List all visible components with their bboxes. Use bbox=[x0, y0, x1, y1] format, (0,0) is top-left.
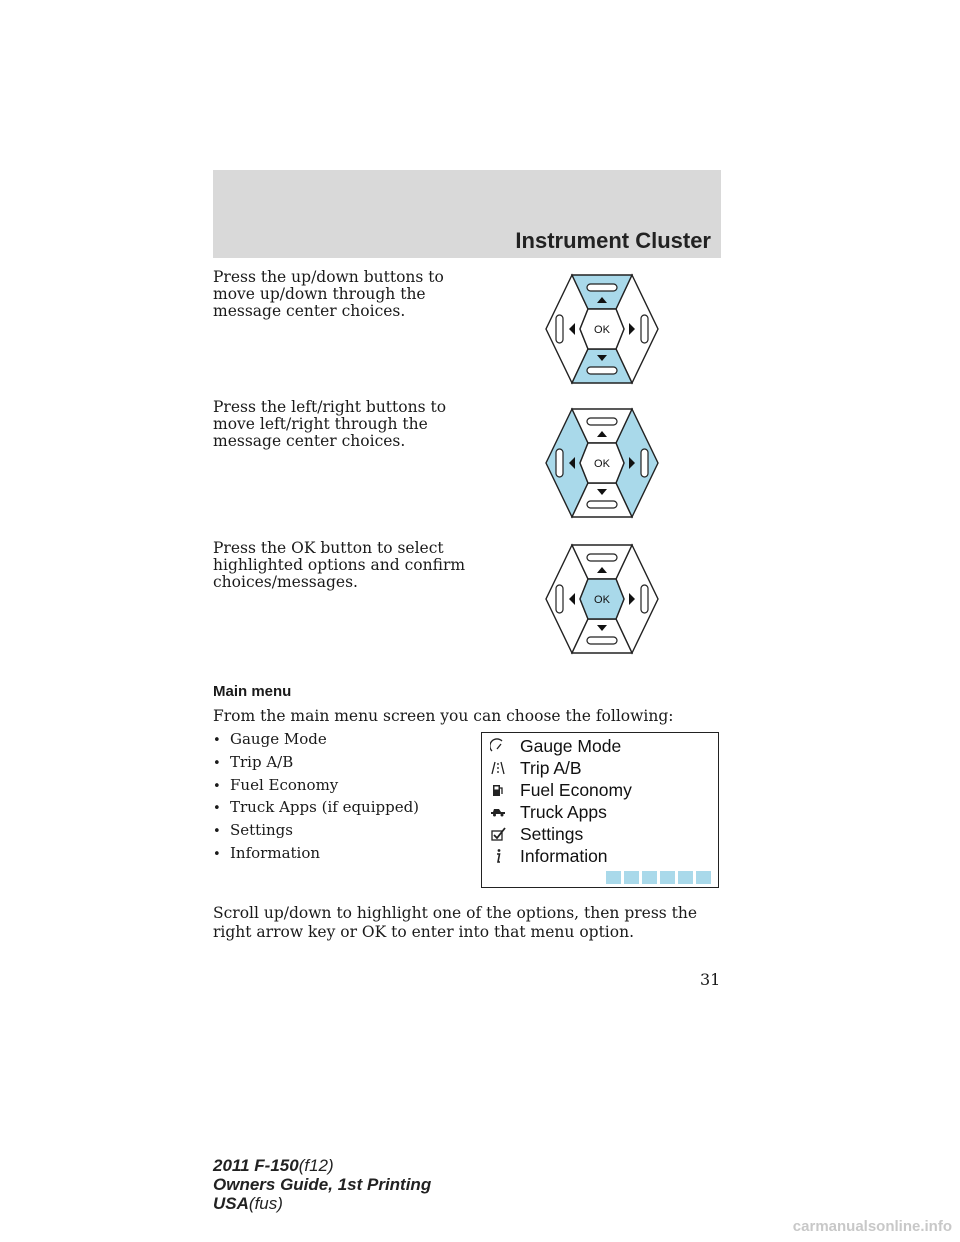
right-grip-slot bbox=[641, 449, 648, 477]
ok-label: OK bbox=[594, 324, 610, 336]
footer-region-code: (fus) bbox=[248, 1194, 283, 1213]
bullet-icon: • bbox=[213, 846, 221, 862]
footer-region: USA bbox=[213, 1194, 249, 1213]
instruction-ok: Press the OK button to select highlighted options and confirm choices/messages. bbox=[213, 539, 466, 591]
display-menu-item-settings bbox=[482, 823, 718, 845]
display-menu-item-trip bbox=[482, 757, 718, 779]
control-pad-diagram bbox=[542, 271, 662, 387]
footer-line-3 bbox=[213, 1194, 431, 1213]
list-item-label: Truck Apps (if equipped) bbox=[230, 798, 420, 817]
instruction-updown: Press the up/down buttons to move up/down through the message center choices. bbox=[213, 268, 444, 320]
list-item-label: Gauge Mode bbox=[230, 730, 327, 748]
display-segment-bar bbox=[606, 871, 711, 884]
section-header-band bbox=[213, 170, 721, 258]
main-menu-list bbox=[213, 728, 419, 865]
top-grip-slot bbox=[587, 418, 617, 425]
fuel-pump-icon bbox=[490, 782, 506, 798]
display-menu-item-information bbox=[482, 845, 718, 867]
display-segment bbox=[624, 871, 639, 884]
top-grip-slot bbox=[587, 554, 617, 561]
right-grip-slot bbox=[641, 315, 648, 343]
top-grip-slot bbox=[587, 284, 617, 291]
display-segment bbox=[642, 871, 657, 884]
bullet-icon: • bbox=[213, 755, 221, 771]
control-pad-ok bbox=[542, 541, 662, 657]
list-item bbox=[213, 751, 419, 774]
list-item-label: Information bbox=[230, 843, 321, 862]
control-pad-updown bbox=[542, 271, 662, 387]
main-menu-intro: From the main menu screen you can choose the following: bbox=[213, 707, 674, 725]
main-menu-heading: Main menu bbox=[213, 683, 292, 700]
document-footer bbox=[213, 1156, 431, 1213]
display-menu-item-fuel-economy bbox=[482, 779, 718, 801]
control-pad-diagram bbox=[542, 541, 662, 657]
trip-road-icon bbox=[490, 760, 506, 776]
display-segment bbox=[696, 871, 711, 884]
instruction-leftright: Press the left/right buttons to move left/right through the message center choices. bbox=[213, 398, 447, 450]
info-icon bbox=[490, 848, 506, 864]
closing-paragraph: Scroll up/down to highlight one of the options, then press the right arrow key or OK to enter into that menu option. bbox=[213, 904, 698, 941]
watermark: carmanualsonline.info bbox=[792, 1218, 952, 1235]
display-segment bbox=[606, 871, 621, 884]
bottom-grip-slot bbox=[587, 367, 617, 374]
bullet-icon: • bbox=[213, 733, 221, 748]
ok-label: OK bbox=[594, 458, 610, 470]
bullet-icon: • bbox=[213, 824, 221, 840]
display-menu-item-truck-apps bbox=[482, 801, 718, 823]
gauge-icon bbox=[490, 738, 506, 754]
display-segment bbox=[660, 871, 675, 884]
bottom-grip-slot bbox=[587, 501, 617, 508]
bottom-grip-slot bbox=[587, 637, 617, 644]
message-center-display bbox=[481, 732, 719, 888]
bullet-icon: • bbox=[213, 801, 221, 817]
footer-edition: Owners Guide, 1st Printing bbox=[213, 1175, 432, 1194]
display-menu-item-gauge-mode bbox=[482, 735, 718, 757]
list-item bbox=[213, 774, 419, 797]
display-item-label: Fuel Economy bbox=[520, 780, 632, 800]
truck-icon bbox=[490, 804, 506, 820]
ok-label: OK bbox=[594, 594, 610, 606]
bullet-icon: • bbox=[213, 778, 221, 794]
control-pad-diagram bbox=[542, 405, 662, 521]
display-item-label: Trip A/B bbox=[520, 758, 582, 778]
left-grip-slot bbox=[556, 449, 563, 477]
list-item bbox=[213, 819, 419, 842]
display-item-label: Information bbox=[520, 846, 608, 866]
list-item-label: Settings bbox=[230, 821, 293, 840]
right-grip-slot bbox=[641, 585, 648, 613]
footer-model: 2011 F-150 bbox=[213, 1156, 299, 1175]
footer-line-2 bbox=[213, 1175, 431, 1194]
left-grip-slot bbox=[556, 585, 563, 613]
display-item-label: Truck Apps bbox=[520, 802, 607, 822]
section-title: Instrument Cluster bbox=[515, 228, 711, 253]
page-number: 31 bbox=[700, 970, 721, 989]
list-item bbox=[213, 796, 419, 819]
footer-code: (f12) bbox=[298, 1156, 334, 1175]
settings-check-icon bbox=[490, 826, 506, 842]
display-item-label: Settings bbox=[520, 824, 584, 844]
display-segment bbox=[678, 871, 693, 884]
left-grip-slot bbox=[556, 315, 563, 343]
list-item bbox=[213, 728, 419, 751]
list-item-label: Trip A/B bbox=[230, 752, 294, 771]
footer-line-1 bbox=[213, 1156, 431, 1175]
control-pad-leftright bbox=[542, 405, 662, 521]
list-item-label: Fuel Economy bbox=[230, 775, 339, 794]
list-item bbox=[213, 842, 419, 865]
display-item-label: Gauge Mode bbox=[520, 736, 622, 756]
